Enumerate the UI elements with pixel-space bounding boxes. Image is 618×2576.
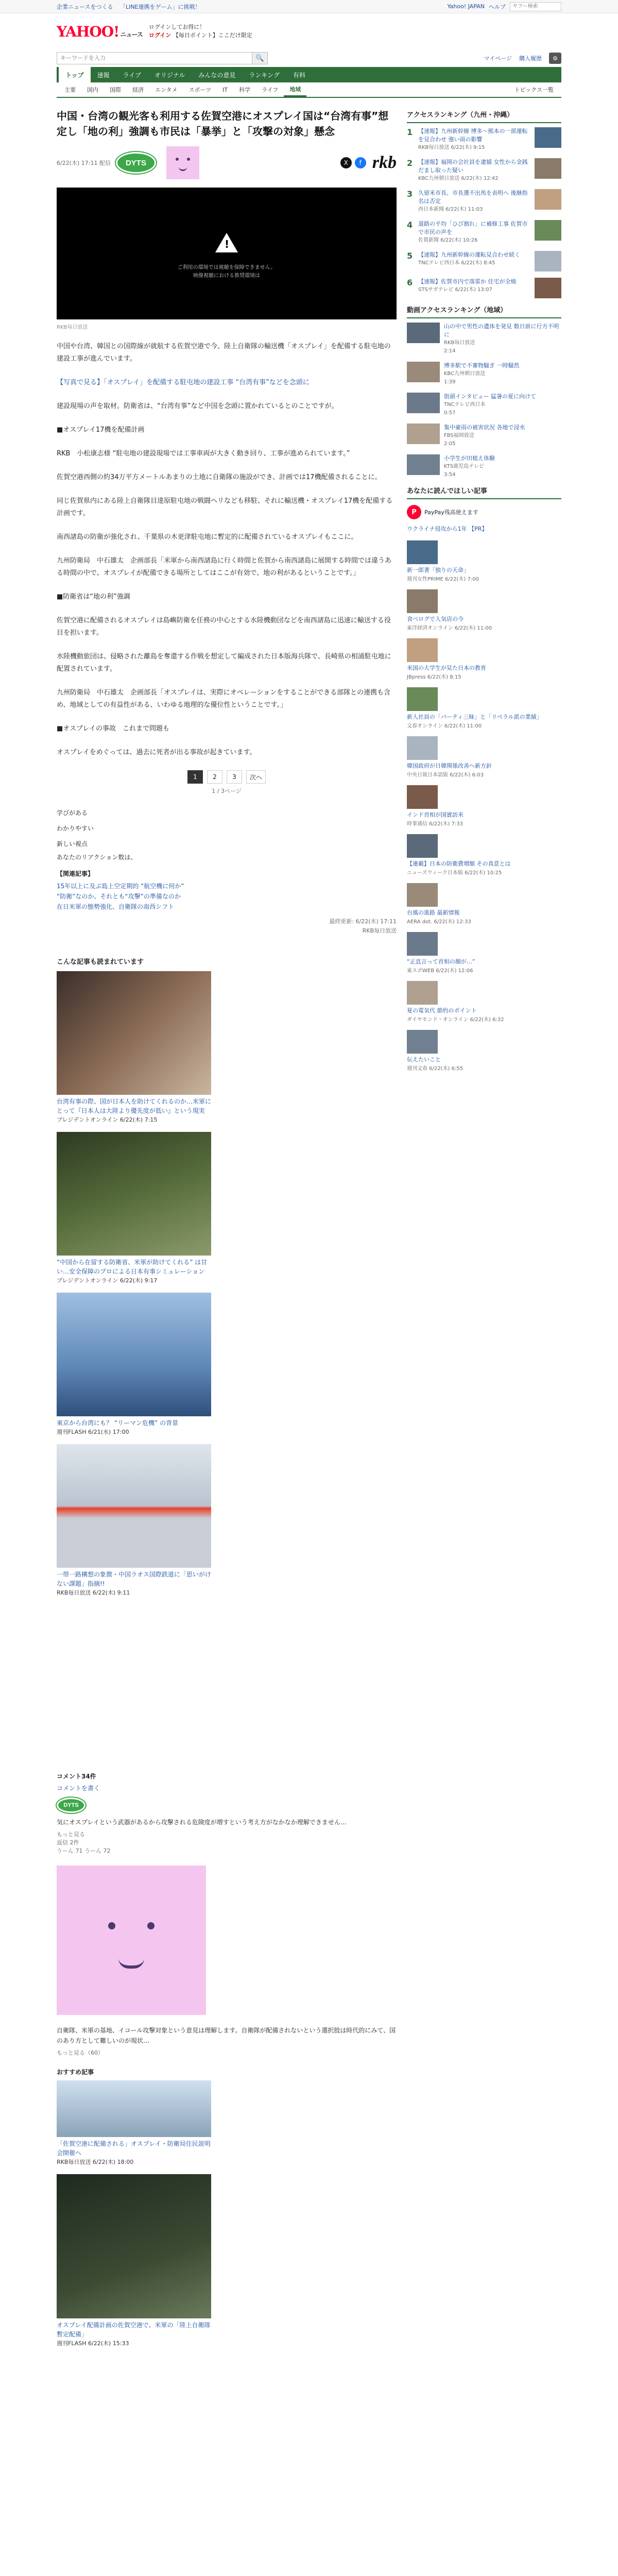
top-right (447, 2, 561, 11)
comment-rec-1[interactable] (57, 2174, 211, 2347)
recommend-item-0[interactable] (57, 971, 211, 1124)
access-rank-0[interactable] (407, 127, 561, 152)
rank-text (418, 251, 530, 272)
side-item-10[interactable] (407, 1030, 561, 1072)
search-icon: 🔍 (255, 54, 264, 62)
yahoo-japan-link[interactable]: Yahoo! JAPAN (447, 3, 485, 10)
avatar-eye-right (187, 158, 190, 161)
comment-text-1: 気にオスプレイという武器があるから攻撃される危険度が増すという考え方がなかなか理解できません… (57, 1819, 347, 1826)
rank-title: 【速報】九州新幹線 博多〜熊本の一部運転を見合わせ 強い雨の影響 (418, 128, 528, 143)
rank-source: RKB毎日放送 6/22(木) 9:15 (418, 145, 485, 150)
snav-item-3[interactable]: 経済 (132, 87, 144, 93)
pager-item-2[interactable]: 3 (227, 770, 242, 784)
related-link-0[interactable]: 15年以上に及ぶ島上空定期的 “航空機に何か” (57, 883, 184, 890)
purchase-history-link[interactable]: 購入履歴 (519, 55, 542, 62)
comment-rec-1-src: 週刊FLASH 6/22(木) 15:33 (57, 2340, 129, 2347)
side-item-title: 新一郎著「独りの天命」 (407, 567, 469, 573)
category-nav (57, 82, 561, 98)
side-item-title: インド首相が国賓訪米 (407, 811, 464, 818)
video-duration: 0:57 (444, 410, 456, 416)
rank-number: 1 (407, 127, 413, 137)
top-search-input[interactable] (510, 2, 561, 11)
comment-rec-1-image (57, 2174, 211, 2318)
global-nav (57, 67, 561, 82)
side-item-title: “正直言って首相の顔が…” (407, 958, 475, 965)
side-item-8[interactable] (407, 932, 561, 974)
comment-text-2: 自衛隊、米軍の基地、イコール攻撃対象という意見は理解します。自衛隊が配備されないという選択肢は時代的にみて、国のあり方として難しいのが現状… (57, 2027, 396, 2044)
recommend-item-image (57, 1132, 211, 1256)
video-ranking-title: 動画アクセスランキング（地域） (407, 304, 561, 318)
topics-list-link[interactable]: トピックス一覧 (514, 87, 554, 93)
side-item-thumbnail (407, 883, 438, 907)
recommend-item-title: 台湾有事の際、国が日本人を助けてくれるのか…米軍にとって『日本人は大陸より優先度が低い』という現実 (57, 1098, 212, 1114)
article-meta (57, 146, 397, 179)
video-thumbnail (407, 323, 440, 343)
comment-avatar (57, 1866, 206, 2015)
recommend-list (57, 971, 397, 1597)
article-paragraph-11: 水陸機動旅団は、侵略された離島を奪還する作戦を想定して編成された日本版海兵隊で、長崎県の相浦駐屯地に配置されています。 (57, 653, 391, 673)
rank-source: TNCテレビ西日本 6/22(木) 8:45 (418, 260, 495, 266)
video-source: FBS福岡放送 (444, 433, 474, 438)
video-text (444, 323, 561, 355)
recommended-side-list (407, 540, 561, 1072)
gnav-item-6[interactable]: 有料 (293, 71, 306, 79)
comment-avatar-eye-right (147, 1922, 154, 1929)
access-ranking-list (407, 127, 561, 298)
paypay-icon: P (407, 505, 421, 519)
comment-more-1[interactable]: もっと見る (57, 1831, 85, 1838)
video-thumbnail (407, 393, 440, 413)
yours-title: あなたに読んでほしい記事 (407, 485, 561, 499)
snav-item-2[interactable]: 国際 (110, 87, 121, 93)
snav-item-4[interactable]: エンタメ (155, 87, 178, 93)
article-body (57, 341, 397, 759)
side-item-thumbnail (407, 687, 438, 711)
side-item-thumbnail (407, 736, 438, 760)
rank-number: 4 (407, 220, 413, 230)
side-item-title: 台風の進路 最新情報 (407, 909, 460, 916)
top-utility-bar (0, 0, 618, 13)
article-paragraph-13: ■オスプレイの事故 これまで問題も (57, 725, 169, 733)
gnav-item-1[interactable]: 速報 (97, 71, 110, 79)
side-item-9[interactable] (407, 981, 561, 1023)
gear-icon[interactable]: ⚙ (549, 53, 561, 64)
recommend-item-2[interactable] (57, 1293, 211, 1436)
side-item-source: ニューズウィーク日本版 6/22(木) 10:25 (407, 870, 502, 876)
search-button[interactable] (252, 52, 268, 64)
rank-thumbnail (535, 278, 561, 298)
video-text (444, 362, 561, 386)
rank-thumbnail (535, 127, 561, 148)
side-item-source: 東洋経済オンライン 6/22(木) 11:00 (407, 625, 492, 631)
promo-line-2: ログイン (148, 32, 171, 39)
paypay-promo[interactable] (407, 504, 561, 520)
search-row (0, 49, 618, 67)
top-links (57, 3, 206, 11)
recommend-item-source: プレジデントオンライン 6/22(木) 7:15 (57, 1116, 158, 1123)
rank-number: 6 (407, 278, 413, 287)
comment-avatar-eye-left (108, 1922, 115, 1929)
access-rank-5[interactable] (407, 278, 561, 298)
comment-rec-0-title: 「佐賀空港に配備される」オスプレイ・防衛局住民説明会開催へ (57, 2140, 211, 2157)
side-item-4[interactable] (407, 736, 561, 778)
side-item-thumbnail (407, 785, 438, 809)
side-item-title: 食べログで人気店の今 (407, 616, 464, 622)
video-rank-0[interactable] (407, 323, 561, 355)
video-text (444, 423, 561, 448)
avatar-eye-left (176, 158, 179, 161)
comment-rec-0-src: RKB毎日放送 6/22(木) 18:00 (57, 2159, 134, 2165)
rank-thumbnail (535, 251, 561, 272)
video-thumbnail (407, 454, 440, 475)
top-link-0[interactable]: 企業ニュースをつくる (57, 3, 113, 10)
video-msg-1: ご利用の環境では視聴を保障できません。 (177, 265, 276, 270)
recommend-item-source: プレジデントオンライン 6/22(木) 9:17 (57, 1277, 158, 1284)
comment-rec-1-title: オスプレイ配備計画の佐賀空港で、米軍の「陸上自衛隊暫定配備」 (57, 2321, 211, 2338)
snav-item-9[interactable]: 地域 (284, 82, 306, 97)
video-text (444, 393, 561, 417)
article-paragraph-9: ■防衛省は“地の利”強調 (57, 593, 130, 601)
recommend-heading: こんな記事も読まれています (57, 958, 144, 966)
video-duration: 2:14 (444, 348, 456, 354)
recommend-item-title: 東京から台湾にも？ “リーマン危機” の背景 (57, 1419, 179, 1427)
rank-text (418, 127, 530, 152)
side-item-title: 韓国政府が日韓関係改善へ新方針 (407, 762, 492, 769)
snav-item-6[interactable]: IT (222, 86, 228, 93)
rank-thumbnail (535, 220, 561, 241)
video-rank-2[interactable] (407, 393, 561, 417)
share-buttons (340, 157, 366, 168)
rank-title: 道路の平均「ひび割れ」に補修工事 佐賀市で市民の声を (418, 221, 528, 235)
recommend-section (57, 956, 397, 1597)
side-item-source: 時事通信 6/22(木) 7:33 (407, 821, 464, 827)
video-player[interactable] (57, 188, 397, 319)
access-rank-2[interactable] (407, 189, 561, 214)
footnote-source: RKB毎日放送 (362, 927, 397, 934)
pager-item-1[interactable]: 2 (207, 770, 222, 784)
video-duration: 3:54 (444, 472, 456, 478)
article-paragraph-14: オスプレイをめぐっては、過去に死者が出る事故が起きています。 (57, 749, 256, 756)
article-paragraph-10: 佐賀空港に配備されるオスプレイは島嶼防衛を任務の中心とする水陸機動団などを南西諸島に迅速に輸送する役目を担います。 (57, 617, 391, 637)
video-duration: 1:39 (444, 379, 456, 385)
access-ranking-title: アクセスランキング（九州・沖縄） (407, 109, 561, 123)
comment-avatar-mouth (118, 1958, 144, 1969)
video-title: 小学生が田植え体験 (444, 455, 495, 462)
mypage-link[interactable]: マイページ (484, 55, 512, 62)
dyts-badge[interactable]: DYTS (116, 152, 156, 174)
meta-left (57, 146, 199, 179)
rank-source: STSサガテレビ 6/22(木) 13:07 (418, 287, 492, 293)
related-title: 【関連記事】 (57, 870, 94, 877)
access-rank-4[interactable] (407, 251, 561, 272)
side-item-1[interactable] (407, 589, 561, 631)
video-text (444, 454, 561, 479)
comment-likes-1[interactable]: うーん 71 うーん 72 (57, 1848, 111, 1854)
recommend-item-image (57, 1444, 211, 1568)
rank-text (418, 278, 530, 298)
snav-item-5[interactable]: スポーツ (188, 87, 212, 93)
rank-thumbnail (535, 189, 561, 210)
comment-count: コメント34件 (57, 1773, 96, 1780)
pager (57, 770, 397, 784)
comment-rec-heading: おすすめ記事 (57, 2069, 94, 2076)
access-rank-1[interactable] (407, 158, 561, 183)
video-rank-1[interactable] (407, 362, 561, 386)
video-ranking-list (407, 323, 561, 479)
recommend-item-3[interactable] (57, 1444, 211, 1597)
reaction-box (57, 805, 397, 863)
side-item-source: AERA dot. 6/22(木) 12:33 (407, 919, 471, 925)
rank-title: 【速報】福岡の会社員を逮捕 女性から金銭だまし取った疑い (418, 159, 528, 174)
side-item-thumbnail (407, 981, 438, 1005)
reaction-opt-1[interactable]: わかりやすい (57, 825, 94, 832)
side-item-source: 東スポWEB 6/22(木) 12:06 (407, 968, 473, 974)
gnav-item-5[interactable]: ランキング (249, 71, 280, 79)
article-paragraph-0: 中国や台湾、韓国との国際線が就航する佐賀空港で今、陸上自衛隊の輸送機「オスプレイ」を配備する駐屯地の建設工事が進んでいます。 (57, 343, 391, 363)
video-rank-3[interactable] (407, 423, 561, 448)
side-item-title: 伝えたいこと (407, 1056, 441, 1063)
side-item-source: 週刊女性PRIME 6/22(木) 7:00 (407, 577, 479, 582)
side-item-thumbnail (407, 540, 438, 564)
side-item-2[interactable] (407, 638, 561, 680)
rank-source: KBC九州朝日放送 6/22(木) 12:42 (418, 176, 499, 181)
gnav-item-4[interactable]: みんなの意見 (198, 71, 236, 79)
comment-rec-0-image (57, 2080, 211, 2137)
article-paragraph-6: 同じ佐賀県内にある陸上自衛隊目達原駐屯地の戦闘ヘリなども移駐、それに輸送機・オスプレイ17機を配備する計画です。 (57, 497, 393, 517)
rank-text (418, 220, 530, 245)
recommend-item-title: “中国から在留する防衛省、米軍が助けてくれる” は甘い…安全保障のプロによる日本有事シミュレーション (57, 1259, 208, 1275)
article-date: 6/22(木) 17:11 配信 (57, 160, 111, 166)
article-footnote (57, 917, 397, 936)
pager-item-0[interactable]: 1 (187, 770, 203, 784)
gnav-item-0[interactable]: トップ (59, 67, 91, 82)
video-source: TNCテレビ西日本 (444, 402, 486, 408)
side-item-source: ダイヤモンド・オンライン 6/22(木) 6:32 (407, 1017, 504, 1023)
video-caption: RKB毎日放送 (57, 325, 88, 330)
side-item-3[interactable] (407, 687, 561, 729)
video-thumbnail (407, 362, 440, 382)
side-item-source: JBpress 6/22(木) 8:15 (407, 674, 461, 680)
side-item-title: 新人社員の「パーティ三昧」と「リベラル派の業績」 (407, 714, 542, 720)
side-item-5[interactable] (407, 785, 561, 827)
article-title: 中国・台湾の観光客も利用する佐賀空港にオスプレイ国は“台湾有事”想定し「地の利」強調も市民は「暴挙」と「攻撃の対象」懸念 (57, 110, 389, 138)
side-item-title: 米国の大学生が見た日本の教育 (407, 665, 486, 671)
page-count: 1 / 3ページ (212, 788, 242, 794)
side-item-source: 文春オンライン 6/22(木) 11:00 (407, 723, 482, 729)
avatar (166, 146, 199, 179)
site-header (0, 13, 618, 49)
article-main (57, 103, 397, 2355)
video-rank-4[interactable] (407, 454, 561, 479)
rkb-logo[interactable]: rkb (372, 153, 397, 172)
video-source: KBC九州朝日放送 (444, 371, 486, 377)
search-box (57, 52, 268, 64)
video-duration: 2:05 (444, 441, 456, 447)
video-title: 集中豪雨の被害状況 各地で浸水 (444, 424, 525, 431)
video-msg-2: 映像視聴における推奨環境は (193, 273, 260, 279)
promo-line-1: ログインしてお得に！ (148, 24, 205, 30)
rank-thumbnail (535, 158, 561, 179)
reaction-opt-2[interactable]: 新しい視点 (57, 840, 88, 848)
meta-right (340, 153, 397, 173)
rank-number: 3 (407, 189, 413, 199)
video-title: 博多駅で不審物騒ぎ 一時騒然 (444, 362, 520, 369)
side-item-title: 夏の電気代 節約のポイント (407, 1007, 477, 1014)
video-message (57, 264, 397, 280)
rank-text (418, 189, 530, 214)
snav-item-0[interactable]: 主要 (64, 87, 76, 93)
article-paragraph-8: 九州防衛局 中石雄太 企画部長「米軍から南西諸島に行く時間と佐賀から南西諸島に展開する時間では違うある時間の中で、オスプレイが配備できる場所としてはここが有効で、地の利があるということです。」 (57, 557, 392, 577)
rank-number: 5 (407, 251, 413, 261)
article-paragraph-5: 佐賀空港西側の約34万平方メートルあまりの土地に自衛隊の施設ができ、計画では17機配備されることに。 (57, 473, 382, 481)
side-item-thumbnail (407, 638, 438, 662)
comments-section (57, 1772, 397, 2347)
related-link-1[interactable]: “防衛”なのか、それとも“攻撃”の準備なのか (57, 893, 181, 900)
article-paragraph-7: 南西諸島の防衛が強化され、千葉県の木更津駐屯地に暫定的に配備されているオスプレイもここに。 (57, 533, 358, 541)
video-title: 街頭インタビュー 猛暑の夏に向けて (444, 393, 537, 400)
article-paragraph-2: 建設現場の声を取材。防衛省は、“台湾有事”など中国を念頭に置かれているとのことですが。 (57, 402, 338, 410)
recommend-item-image (57, 1293, 211, 1416)
side-item-7[interactable] (407, 883, 561, 925)
article-paragraph-4: RKB 小松康志様 “駐屯地の建設現場では工事車両が大きく動き回り、工事が進められています。” (57, 450, 350, 457)
recommend-item-1[interactable] (57, 1132, 211, 1284)
reaction-opt-0[interactable]: 学びがある (57, 809, 88, 817)
snav-item-7[interactable]: 科学 (239, 87, 251, 93)
rank-source: 西日本新聞 6/22(木) 11:03 (418, 207, 483, 212)
avatar-mouth (179, 167, 187, 171)
comment-rec-0[interactable] (57, 2080, 211, 2166)
recommend-item-source: RKB毎日放送 6/22(木) 9:11 (57, 1589, 130, 1596)
video-source: KTS鹿児島テレビ (444, 464, 485, 469)
gnav-item-2[interactable]: ライブ (123, 71, 141, 79)
comment-more-2[interactable]: もっと見る（60） (57, 2049, 104, 2056)
side-item-thumbnail (407, 589, 438, 613)
rank-text (418, 158, 530, 183)
promo-line-3: 【毎日ポイント】ここだけ限定 (173, 32, 252, 39)
comment-reply-1[interactable]: 返信 2件 (57, 1839, 79, 1846)
related-articles (57, 869, 397, 912)
sidebar (407, 103, 561, 2355)
access-rank-3[interactable] (407, 220, 561, 245)
article-paragraph-3: ■オスプレイ17機を配備計画 (57, 426, 145, 434)
side-item-0[interactable] (407, 540, 561, 582)
content-wrap (0, 98, 618, 2355)
video-source: RKB毎日放送 (444, 340, 475, 346)
account-links (484, 53, 561, 64)
side-item-source: 中央日報日本語版 6/22(木) 6:03 (407, 772, 484, 778)
paypay-label: PayPay残高使えます (424, 509, 478, 516)
gnav-item-3[interactable]: オリジナル (154, 71, 185, 79)
yahoo-logo[interactable] (57, 23, 143, 40)
pr-item[interactable] (407, 525, 561, 533)
rank-source: 佐賀新聞 6/22(木) 10:26 (418, 238, 478, 243)
rank-title: 久留米市長、市長選不出馬を表明へ 後継指名は否定 (418, 190, 528, 205)
search-input[interactable] (57, 52, 252, 64)
footnote-updated: 最終更新: 6/22(木) 17:11 (329, 918, 397, 925)
side-item-thumbnail (407, 932, 438, 956)
warning-icon (215, 233, 238, 252)
x-share-icon[interactable]: X (340, 157, 352, 168)
facebook-share-icon[interactable]: f (355, 157, 366, 168)
comment-user-badge: DYTS (57, 1798, 85, 1813)
pager-item-3[interactable]: 次へ (246, 770, 266, 784)
related-link-2[interactable]: 在日米軍の態勢強化、自衛隊の南西シフト (57, 903, 175, 910)
video-thumbnail (407, 423, 440, 444)
recommend-item-source: 週刊FLASH 6/21(水) 17:00 (57, 1429, 129, 1435)
login-promo[interactable] (149, 23, 252, 40)
video-title: 山の中で男性の遺体を発見 数日前に行方不明に (444, 323, 559, 338)
write-comment-button[interactable]: コメントを書く (57, 1785, 100, 1792)
snav-item-1[interactable]: 国内 (87, 87, 98, 93)
logo-sub: ニュース (120, 30, 143, 38)
logo-text: YAHOO! (57, 23, 119, 40)
side-item-thumbnail (407, 834, 438, 858)
snav-item-8[interactable]: ライフ (262, 87, 279, 93)
help-link[interactable]: ヘルプ (489, 3, 506, 10)
side-item-title: 【連載】日本の防衛費増額 その真意とは (407, 860, 511, 867)
top-link-1[interactable]: 「LINE連携をゲーム」に挑戦！ (119, 3, 201, 10)
pr-text: ウクライナ侵攻から1年 【PR】 (407, 526, 488, 532)
rank-title: 【速報】佐賀市内で落雷か 住宅が全焼 (418, 278, 517, 285)
article-paragraph-1[interactable]: 【写真で見る】「オスプレイ」を配備する駐屯地の建設工事 “台湾有事”などを念頭に (57, 379, 310, 386)
rank-title: 【速報】九州新幹線の運転見合わせ続く (418, 251, 520, 258)
reaction-note: あなたのリアクション数は、 (57, 854, 137, 861)
side-item-source: 週刊文春 6/22(木) 6:55 (407, 1066, 464, 1072)
side-item-thumbnail (407, 1030, 438, 1054)
side-item-6[interactable] (407, 834, 561, 876)
article-paragraph-12: 九州防衛局 中石雄太 企画部長「オスプレイは、実際にオペレーションをすることができる部隊との連携も含め、地域としての有益性がある、いわゆる地理的な優位性ということです。」 (57, 689, 391, 709)
rank-number: 2 (407, 158, 413, 168)
recommend-item-title: 一帯一路構想の象徴・中国ラオス国際鉄道に「思いがけない課題」指摘!! (57, 1571, 211, 1587)
recommend-item-image (57, 971, 211, 1095)
